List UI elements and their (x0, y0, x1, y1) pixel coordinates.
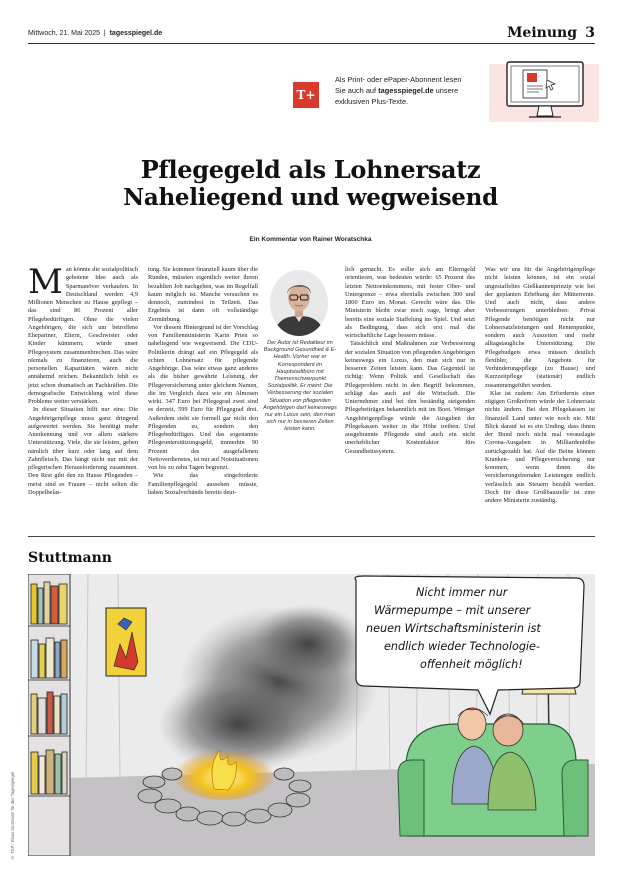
promo-line-2 (335, 85, 485, 96)
speech-line: neuen Wirtschaftsministerin ist (366, 622, 541, 635)
promo-line-2-prefix: Sie auch auf (335, 86, 379, 95)
article-column-3 (345, 266, 475, 528)
article-paragraph: Was wir uns für die Angehörigenpflege nicht leisten können, ist ein sozial ungestaffeltes Gießkannenprinzip wie bei der geplanten Erhöhung der Mütterrente. Und auch nicht, dass andere Verbesserungen unterbleiben: Privat Pflegende benötigen nicht nur Lohnersatzleistungen und Rentenpunkte, sondern auch Auszeiten und mehr alltagstaugliche Unterstützung. Die Pflegebudgets etwa müssen deutlich flexibler, die Angebote für Verhinderungspflege (zu Hause) und Kurzzeitpflege (stationär) endlich zusammengeführt werden. (485, 266, 595, 389)
section-divider (28, 536, 595, 537)
article-paragraph: Wie das eingeforderte Familienpflegegeld aussehen müsste, haben Sozialverbände bereits deut- (148, 472, 258, 496)
speech-line: endlich wieder Technologie- (384, 640, 540, 653)
page-header-dateline (28, 30, 162, 37)
drop-cap: M (28, 266, 63, 302)
promo-line-2-suffix: unsere (433, 86, 459, 95)
cartoon-title: Stuttmann (28, 550, 112, 566)
article-paragraph: lich gemacht. Es sollte sich am Elterngeld orientieren, was bedeuten würde: 65 Prozent des letzten Nettoeinkommens, mit fester Ober- und Untergrenze – etwa ebenfalls zwischen 300 und 1800 Euro im Monat. Gerecht wäre das. Die Ministerin bleibt zwar noch vage, bringt aber bereits eine soziale Staffelung ins Spiel. Und setzt als Bedingung, dass sich erst mal die wirtschaftliche Lage bessern müsse. (345, 266, 475, 339)
author-caption: Der Autor ist Redakteur im Background Gesundheit & E-Health. Vorher war er Korrespondent im Hauptstadtbüro mit Themenschwerpunkt Sozialpolitik. Er meint: Die Verbesserung der sozialen Situation von pflegenden Angehörigen darf keineswegs nur ein Luxus sein, den man sich nur in besseren Zeiten leisten kann. (263, 340, 337, 433)
author-photo (270, 270, 328, 336)
site-name: tagesspiegel.de (109, 30, 163, 37)
paragraph-text: an könnte die sozialpolitisch gebotene Idee auch als Sparmanöver verkaufen. In Deutschland werden 4,9 Millionen Menschen zu Hause gepflegt – das sind 86 Prozent aller Pflegebedürftigen. Ohne die vielen Angehörigen, die sich um betroffene Ehepartner, Eltern, Geschwister oder Kinder kümmern, würde unser Pflegesystem zusammenbrechen. Das wäre niemals zu finanzieren, auch die personellen Kapazitäten wären nicht annähernd reichen. Bekanntlich fehlt es jetzt schon dramatisch an Fachkräften. Die demografische Entwicklung wird diese Probleme weiter verstärken. (28, 266, 138, 405)
article-subheadline: Naheliegend und wegweisend (123, 184, 498, 211)
article-paragraph (28, 266, 138, 406)
article-paragraph: In dieser Situation hilft nur eins: Die Angehörigenpflege muss ganz dringend aufgewertet werden. Sie benötigt mehr Anerkennung und vor allem stärkere Unterstützung. Viele, die sie leisten, gehen nämlich über kurz oder lang auf dem Zahnfleisch. Das hängt nicht nur mit der pflegerischen Herausforderung zusammen. Den Rest gibt den zu Hause Pflegenden – meist sind es Frauen – nicht selten die Doppelbelas- (28, 406, 138, 496)
article-paragraph: tung. Sie kommen finanziell kaum über die Runden, müssten eigentlich weiter ihrem bezahlten Job nachgehen, was im Regelfall kaum möglich ist. Manche versuchen es dennoch, zumindest in Teilzeit. Das Ergebnis ist dann oft vollständige Zermürbung. (148, 266, 258, 323)
article-column-4 (485, 266, 595, 528)
speech-line: Wärmepumpe – mit unserer (374, 604, 531, 617)
header-rule (28, 43, 595, 44)
article-headline: Pflegegeld als Lohnersatz (140, 155, 481, 184)
article-paragraph: Klar ist zudem: Am Erfordernis einer zügigen Großreform würde der Lohnersatz nichts ändern. Bei den Pflegekassen ist finanziell Land unter wie noch nie. Mit Blick darauf ist es ein Unding, dass ihnen der Bund noch nicht mal verauslagte Corona-Ausgaben in Milliardenhöhe zurückgezahlt hat. Auf die Beine können Kranken- und Pflegeversicherung nur kommen, wenn ihnen die versicherungsfremden Leistungen endlich verlässlich aus Steuern bezahlt werden. Doch für diese Großbaustelle ist eine andere Ministerin zuständig. (485, 389, 595, 504)
page-number: 3 (585, 25, 595, 41)
cartoon-credit: © TSP / Klaus Stuttmann für den Tagesspiegel (10, 771, 15, 860)
article-paragraph: Vor diesem Hintergrund ist der Vorschlag von Familienministerin Karin Prien so naheliegend wie wegweisend. Die CDU-Politikerin drängt auf ein Pflegegeld als echten Lohnersatz für pflegende Angehörige. Das wäre etwas ganz anderes als die bisher gewährte Leistung der Pflegeversicherung unter gleichem Namen, die im Vergleich dazu wie ein Almosen wirkt. 347 Euro bei Pflegegrad zwei sind es derzeit, 599 Euro für Pflegegrad drei. Außerdem steht sie formell gar nicht den Pflegenden zu, sondern den Pflegebedürftigen. Und das sogenannte Pflegeunterstützungsgeld, immerhin 90 Prozent des ausgefallenen Nettoverdienstes, ist nur auf Notsituationen von bis zu zehn Tagen begrenzt. (148, 323, 258, 471)
author-portrait-image (270, 270, 328, 336)
section-label: Meinung (506, 25, 577, 41)
article-byline: Ein Kommentar von Rainer Woratschka (249, 236, 372, 243)
speech-line: offenheit möglich! (420, 658, 523, 671)
promo-site-link[interactable]: tagesspiegel.de (378, 86, 434, 95)
promo-text (335, 74, 485, 107)
promo-line-1: Als Print- oder ePaper-Abonnent lesen (335, 75, 462, 84)
speech-line: Nicht immer nur (416, 586, 508, 599)
plus-promo (293, 70, 603, 130)
header-separator: | (101, 30, 110, 37)
cartoon-illustration (28, 574, 595, 856)
article-paragraph: Tatsächlich sind Maßnahmen zur Verbesserung der sozialen Situation von pflegenden Angehörigen keineswegs ein Luxus, den man sich nur in besseren Zeiten leisten kann. Das Gegenteil ist richtig: Wenn Politik und Gesellschaft das Pflegeproblem nicht in den Begriff bekommen, schlägt das auch auf die Wirtschaft. Die Unternehmer sind bei den beständig steigenden Pflegebeiträgen bekanntlich mit im Boot. Weniger Angehörigenpflege würde die Ausgaben der Pflegekassen weiter in die Höhe treiben. Und ausgebrannte Pflegende sind auch ein nicht unerheblicher Kostenfaktor fürs Gesundheitssystem. (345, 340, 475, 455)
promo-line-3: exklusiven Plus-Texte. (335, 97, 409, 106)
issue-date: Mittwoch, 21. Mai 2025 (28, 30, 100, 37)
article-column-2 (148, 266, 258, 528)
article-column-1 (28, 266, 138, 528)
monitor-illustration-icon (489, 60, 599, 124)
tplus-badge-icon: T+ (293, 82, 319, 108)
